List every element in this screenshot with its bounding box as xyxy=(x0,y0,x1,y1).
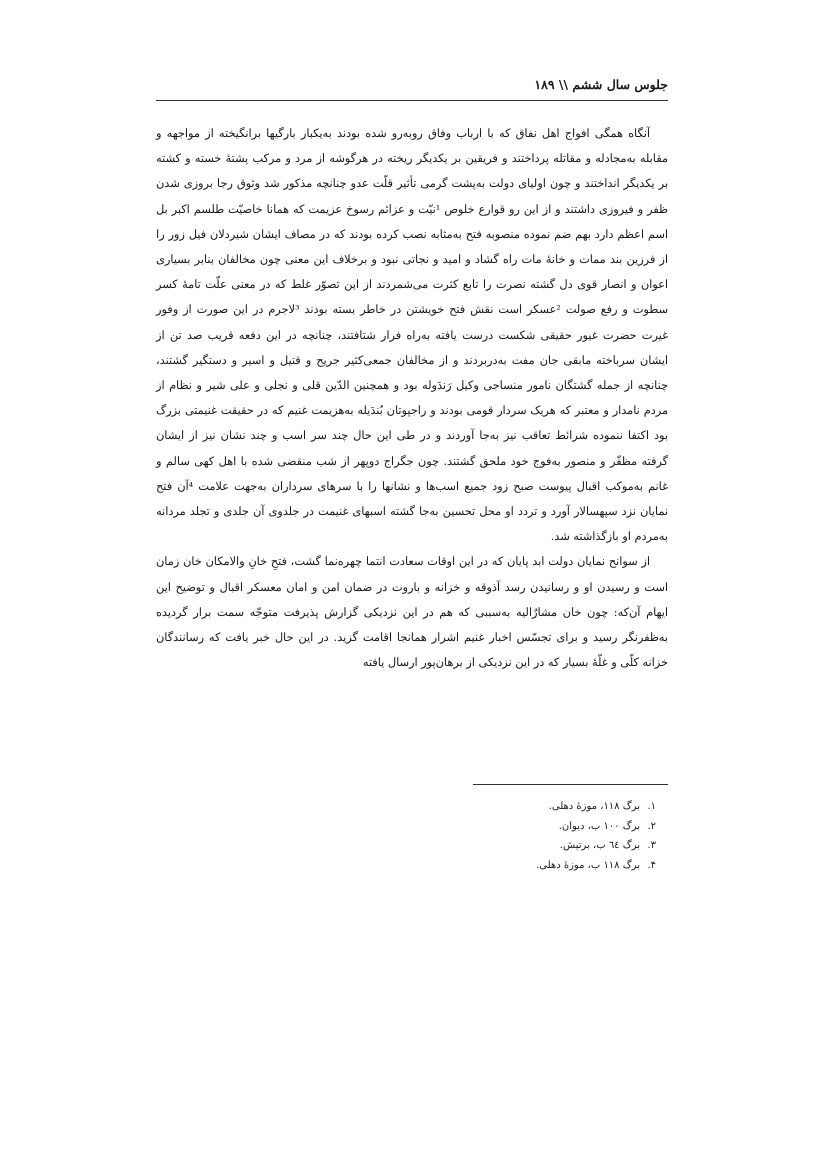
paragraph: از سوانح نمایان دولت ابد پایان که در این اوقات سعادت انتما چهره‌نما گشت، فتحِ خانِ والامکان خان زمان است و رسیدن او و رسانیدن رسد آذوقه و خزانه و باروت در ضمان امن و امان معسکر اقبال و توضیح این ایهام آن‌که: چون خان مشارٌالیه به‌سببی که هم در این نزدیکی گزارش پذیرفت متوجّه سمت برار گردیده به‌ظفرنگر رسید و برای تجسّس اخبار غنیم اشرار همانجا اقامت گزید. در این حال خبر یافت که رسانندگان خزانه کلّی و غلّهٔ بسیار که در این نزدیکی از برهان‌پور ارسال یافته xyxy=(156,555,668,670)
body-text xyxy=(156,121,668,675)
footnote-text: برگ ٦٤ ب، برتیش. xyxy=(559,840,640,851)
footnote-number: ۲. xyxy=(647,820,656,832)
footnote-number: ۱. xyxy=(647,801,656,812)
footnote-item xyxy=(156,836,656,856)
footnote-item xyxy=(156,797,656,817)
footnote-list xyxy=(156,797,668,875)
footnote-item xyxy=(156,856,656,876)
footnote-item xyxy=(156,817,656,837)
footnote-number: ۳. xyxy=(647,840,656,851)
page-content xyxy=(156,70,668,675)
footnote-text: برگ ۱۱۸، موزهٔ دهلی. xyxy=(548,801,640,812)
running-header xyxy=(156,70,668,101)
footnote-divider xyxy=(473,784,668,785)
footnotes xyxy=(156,784,668,875)
paragraph: آنگاه همگی افواج اهل نفاق که با ارباب وفاق روبه‌رو شده بودند به‌یکبار بارگیها برانگیخته از مواجهه و مقابله به‌مجادله و مقاتله پرداختند و فریقین بر یکدیگر ریخته در هرگوشه از مرد و مرکب پشتهٔ خسته و کشته بر یکدیگر انداختند و چون اولیای دولت به‌پشت گرمی تأثیر قلّت عدو چنانچه مذکور شد وثوق رجا بروزی شدن ظفر و فیروزی داشتند و از این رو قوارع خلوص ¹نیّت و عزائم رسوخ عزیمت که همانا خاصیّت طلسم اکبر بل اسم اعظم دارد بهم ضم نموده منصوبه فتح به‌مثابه نصب کرده بودند که در مصاف ایشان شیردلان فیل زور را از فرزین بند ممات و خانهٔ مات راه گشاد و امید و نجاتی نبود و برخلاف این معنی چون مخالفان بنابر بسیاری اعوان و انصار قوی دل گشته نصرت را تابع کثرت می‌شمردند از این تصوّر غلط که در معنی علّت تامهٔ کسر سطوت و رفع صولت ²عسکر است نقش فتح خویشتن در خاطر بسته بودند ³لاجرم در این صورت از وفور غیرت حضرت غیور حقیقی شکست درست یافته به‌راه فرار شتافتند، چنانچه در این دفعه قریب صد تن از ایشان سرباخته مابقی جان مفت به‌دربردند و از مخالفان جمعی‌کثیر جریح و قتیل و اسیر و دستگیر گشتند، چنانچه از جمله گشتگان نامور منساجی وکیل رَندَوله بود و همچنین الدّین قلی و نجلی و علی شیر و نظام از مردم نامدار و معتبر که هریک سردار قومی بودند و راجپوتان بُندَیله به‌هزیمت غنیم که در حقیقت غنیمتی بزرگ بود اکتفا ننموده شرائط تعاقب نیز به‌جا آوردند و در طی این حال چند سر اسب و چند نشان نیز از ایشان گرفته مظفّر و منصور به‌فوج خود ملحق گشتند. چون جگراج دوپهر از شب منقضی شده با اهل کهی سالم و غانم به‌موکب اقبال پیوست صبح زود جمیع اسب‌ها و نشانها را با سرهای سرداران به‌جهت علامت ⁴آن فتح نمایان نزد سپهسالار آورد و تردد او محل تحسین به‌جا گشته اسبهای غنیمت در جلدوی آن جلدی و تجلد مردانه به‌مردم او بازگذاشته شد. xyxy=(156,127,668,544)
footnote-text: برگ ۱۰۰ ب، دیوان. xyxy=(558,820,640,832)
footnote-text: برگ ۱۱۸ ب، موزهٔ دهلی. xyxy=(536,859,640,871)
running-title: جلوس سال ششم \\ ۱۸۹ xyxy=(534,77,668,92)
footnote-number: ۴. xyxy=(647,859,656,871)
